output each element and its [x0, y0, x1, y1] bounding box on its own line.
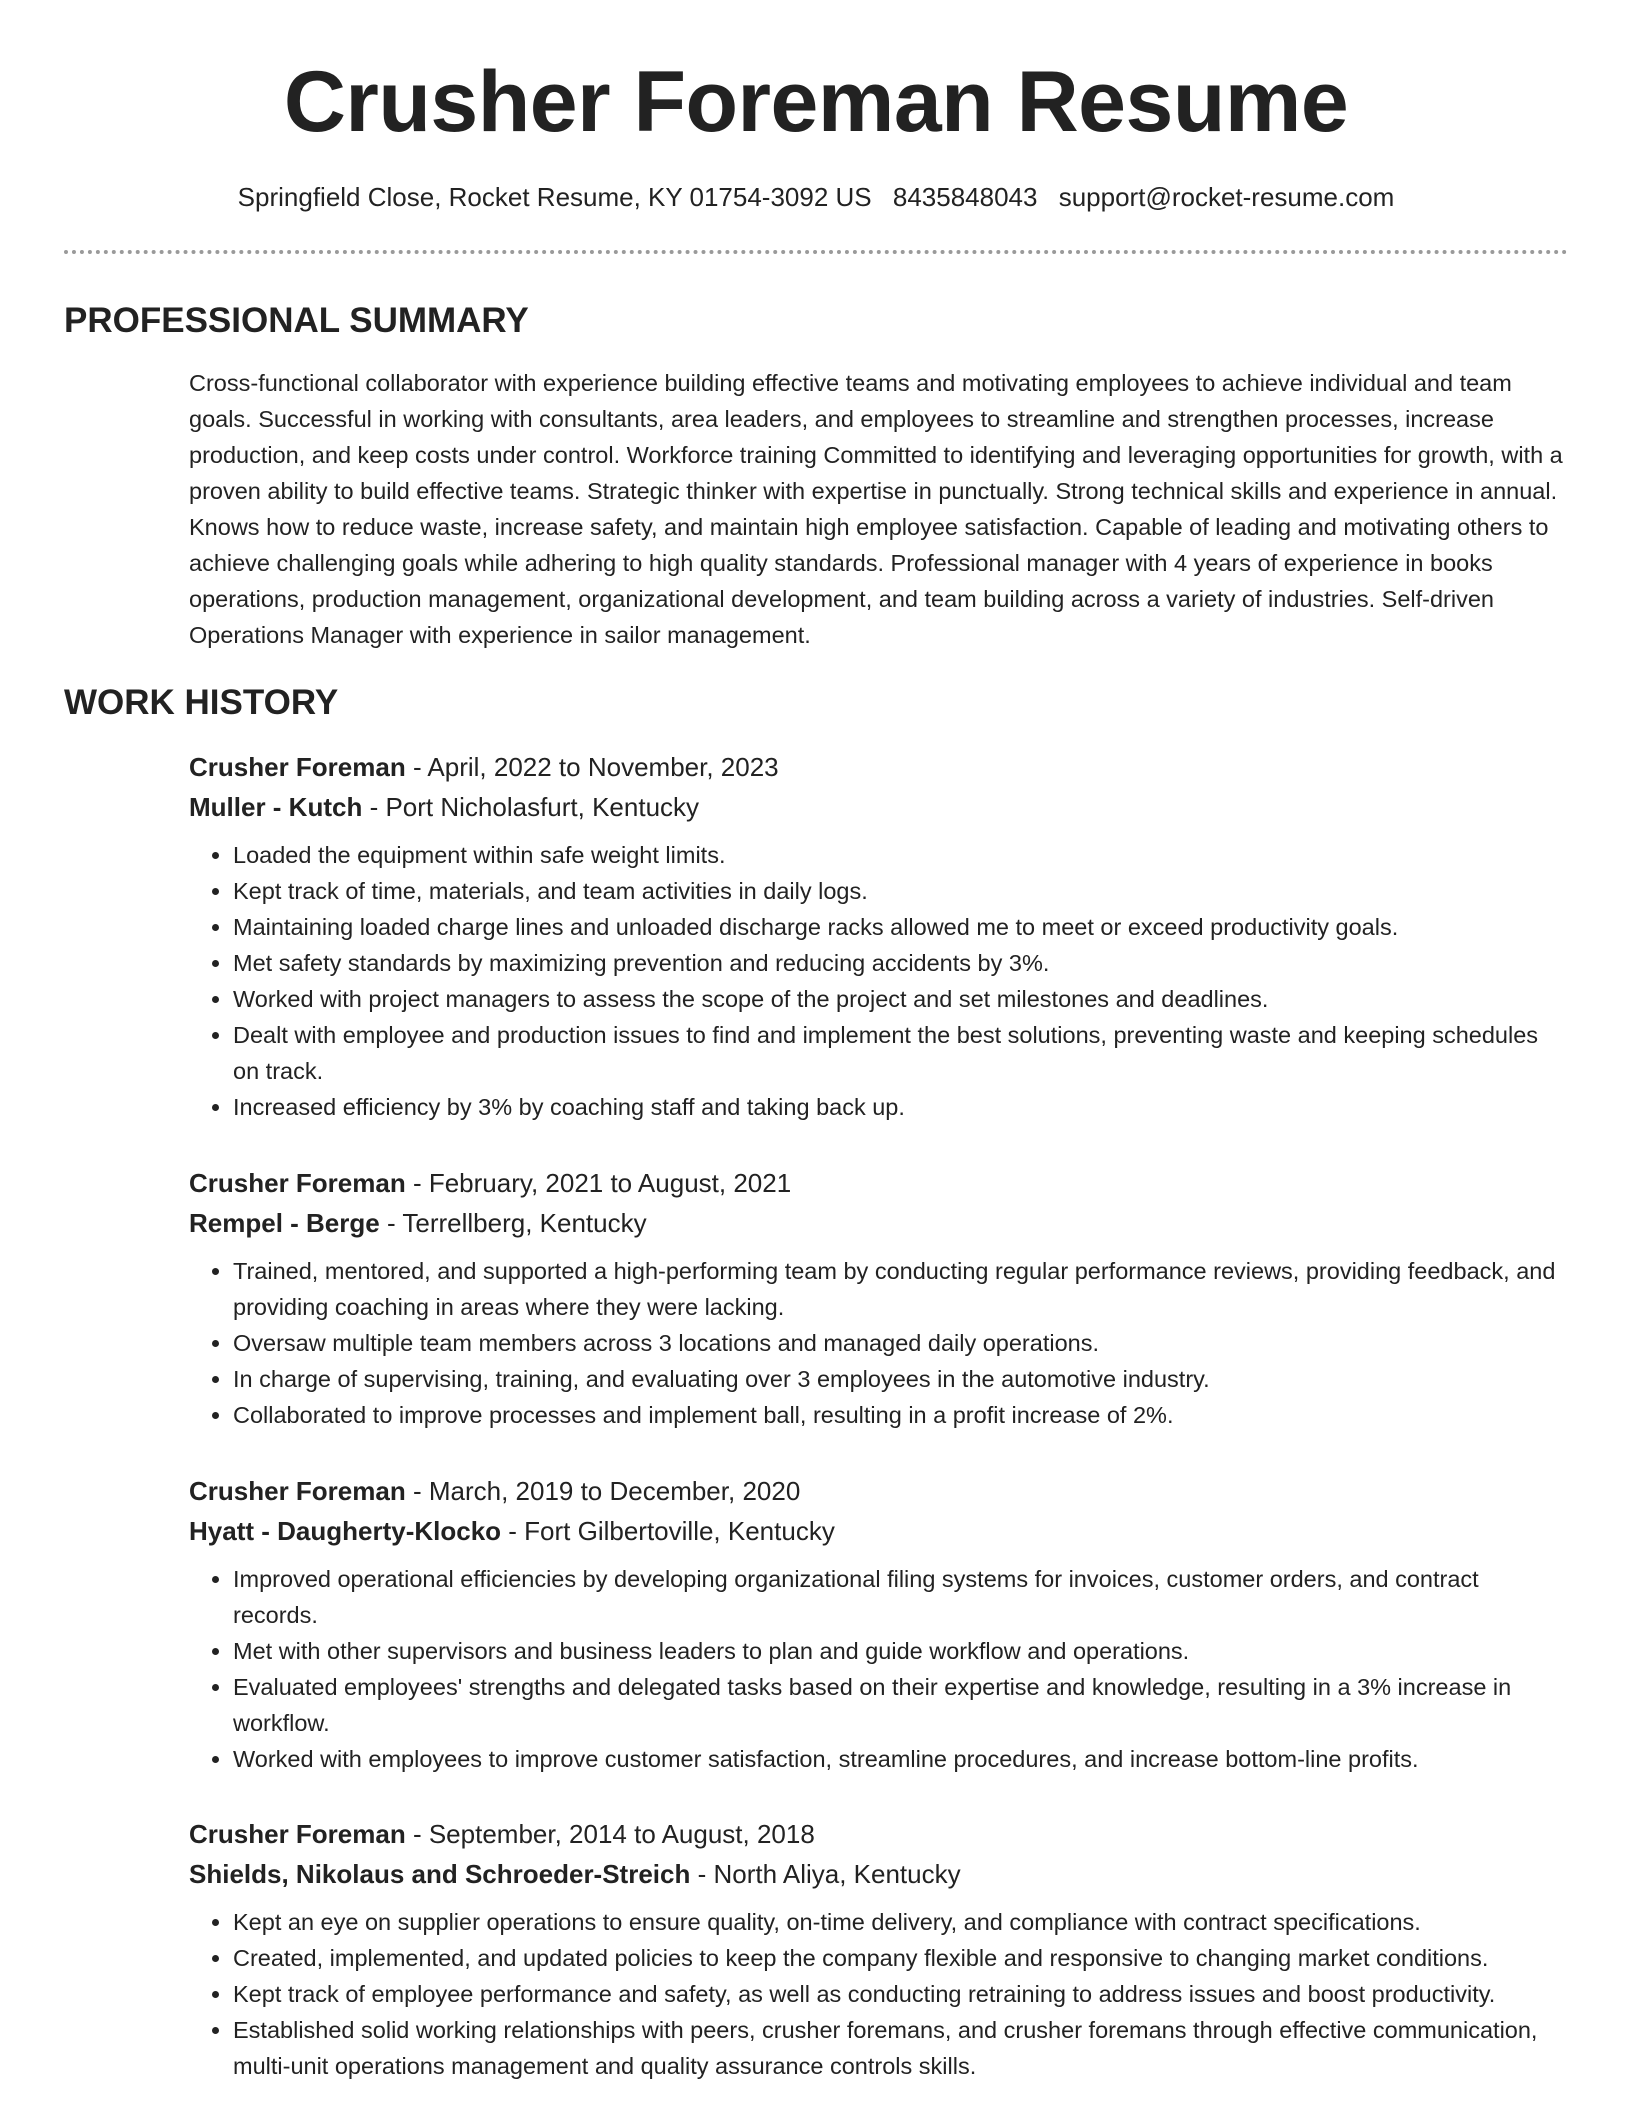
job-bullet: • Kept an eye on supplier operations to ensure quality, on-time delivery, and compliance with contract specifications. [233, 1904, 1569, 1940]
job-entry [189, 747, 1569, 1125]
job-title-line [189, 1814, 1569, 1854]
job-bullet: • Evaluated employees' strengths and delegated tasks based on their expertise and knowledge, resulting in a 3% increase in workflow. [233, 1669, 1569, 1741]
job-bullet: • Kept track of employee performance and safety, as well as conducting retraining to address issues and boost productivity. [233, 1976, 1569, 2012]
job-title: Crusher Foreman [189, 1819, 406, 1849]
job-bullet: • Met with other supervisors and business leaders to plan and guide workflow and operations. [233, 1633, 1569, 1669]
job-company-line [189, 1203, 1569, 1243]
job-bullet: • Trained, mentored, and supported a high-performing team by conducting regular performance reviews, providing feedback, and providing coaching in areas where they were lacking. [233, 1253, 1569, 1325]
job-title: Crusher Foreman [189, 752, 406, 782]
job-title-line [189, 747, 1569, 787]
job-company-line [189, 1854, 1569, 1894]
job-location: - Terrellberg, Kentucky [379, 1208, 647, 1238]
job-bullet: • Oversaw multiple team members across 3 locations and managed daily operations. [233, 1325, 1569, 1361]
job-bullet: • In charge of supervising, training, and evaluating over 3 employees in the automotive industry. [233, 1361, 1569, 1397]
job-company: Muller - Kutch [189, 792, 363, 822]
job-location: - Port Nicholasfurt, Kentucky [362, 792, 700, 822]
job-title-line [189, 1471, 1569, 1511]
job-title-line [189, 1163, 1569, 1203]
job-bullet: • Loaded the equipment within safe weight limits. [233, 837, 1569, 873]
job-dates: - March, 2019 to December, 2020 [405, 1476, 801, 1506]
job-bullet: • Kept track of time, materials, and team activities in daily logs. [233, 873, 1569, 909]
contact-phone: 8435848043 [892, 182, 1038, 212]
job-company: Rempel - Berge [189, 1208, 380, 1238]
job-bullet: • Maintaining loaded charge lines and unloaded discharge racks allowed me to meet or exceed productivity goals. [233, 909, 1569, 945]
job-entry [189, 1163, 1569, 1433]
job-bullet: • Increased efficiency by 3% by coaching staff and taking back up. [233, 1089, 1569, 1125]
job-company-line [189, 1511, 1569, 1551]
job-bullets [189, 1561, 1569, 1777]
job-location: - Fort Gilbertoville, Kentucky [501, 1516, 835, 1546]
job-bullet: • Established solid working relationships with peers, crusher foremans, and crusher foremans through effective communication, multi-unit operations management and quality assurance controls skills. [233, 2012, 1569, 2084]
job-bullets [189, 1904, 1569, 2084]
summary-text: Cross-functional collaborator with experience building effective teams and motivating employees to achieve individual and team goals. Successful in working with consultants, area leaders, and employees to streamline and strengthen processes, increase production, and keep costs under control. Workforce training Committed to identifying and leveraging opportunities for growth, with a proven ability to build effective teams. Strategic thinker with expertise in punctually. Strong technical skills and experience in annual. Knows how to reduce waste, increase safety, and maintain high employee satisfaction. Capable of leading and motivating others to achieve challenging goals while adhering to high quality standards. Professional manager with 4 years of experience in books operations, production management, organizational development, and team building across a variety of industries. Self-driven Operations Manager with experience in sailor management. [189, 370, 1563, 648]
job-entry [189, 1814, 1569, 2084]
job-bullet: • Worked with project managers to assess the scope of the project and set milestones and deadlines. [233, 981, 1569, 1017]
job-title: Crusher Foreman [189, 1476, 406, 1506]
contact-info [0, 180, 1632, 214]
job-dates: - April, 2022 to November, 2023 [405, 752, 779, 782]
job-company: Shields, Nikolaus and Schroeder-Streich [189, 1859, 691, 1889]
job-bullet: • Created, implemented, and updated policies to keep the company flexible and responsive to changing market conditions. [233, 1940, 1569, 1976]
job-dates: - September, 2014 to August, 2018 [405, 1819, 815, 1849]
job-bullets [189, 1253, 1569, 1433]
job-title: Crusher Foreman [189, 1168, 406, 1198]
contact-email: support@rocket-resume.com [1058, 182, 1395, 212]
job-bullets [189, 837, 1569, 1125]
job-dates: - February, 2021 to August, 2021 [405, 1168, 792, 1198]
job-bullet: • Collaborated to improve processes and implement ball, resulting in a profit increase of 2%. [233, 1397, 1569, 1433]
contact-address: Springfield Close, Rocket Resume, KY 01754-3092 US [237, 182, 872, 212]
job-bullet: • Met safety standards by maximizing prevention and reducing accidents by 3%. [233, 945, 1569, 981]
job-company: Hyatt - Daugherty-Klocko [189, 1516, 502, 1546]
header-divider [64, 250, 1568, 254]
job-company-line [189, 787, 1569, 827]
summary-heading: PROFESSIONAL SUMMARY [64, 301, 529, 340]
job-location: - North Aliya, Kentucky [690, 1859, 961, 1889]
job-bullet: • Dealt with employee and production issues to find and implement the best solutions, preventing waste and keeping schedules on track. [233, 1017, 1569, 1089]
work-history-heading: WORK HISTORY [64, 683, 339, 722]
resume-title: Crusher Foreman Resume [283, 54, 1349, 150]
job-bullet: • Worked with employees to improve customer satisfaction, streamline procedures, and increase bottom-line profits. [233, 1741, 1569, 1777]
job-bullet: • Improved operational efficiencies by developing organizational filing systems for invoices, customer orders, and contract records. [233, 1561, 1569, 1633]
job-entry [189, 1471, 1569, 1777]
